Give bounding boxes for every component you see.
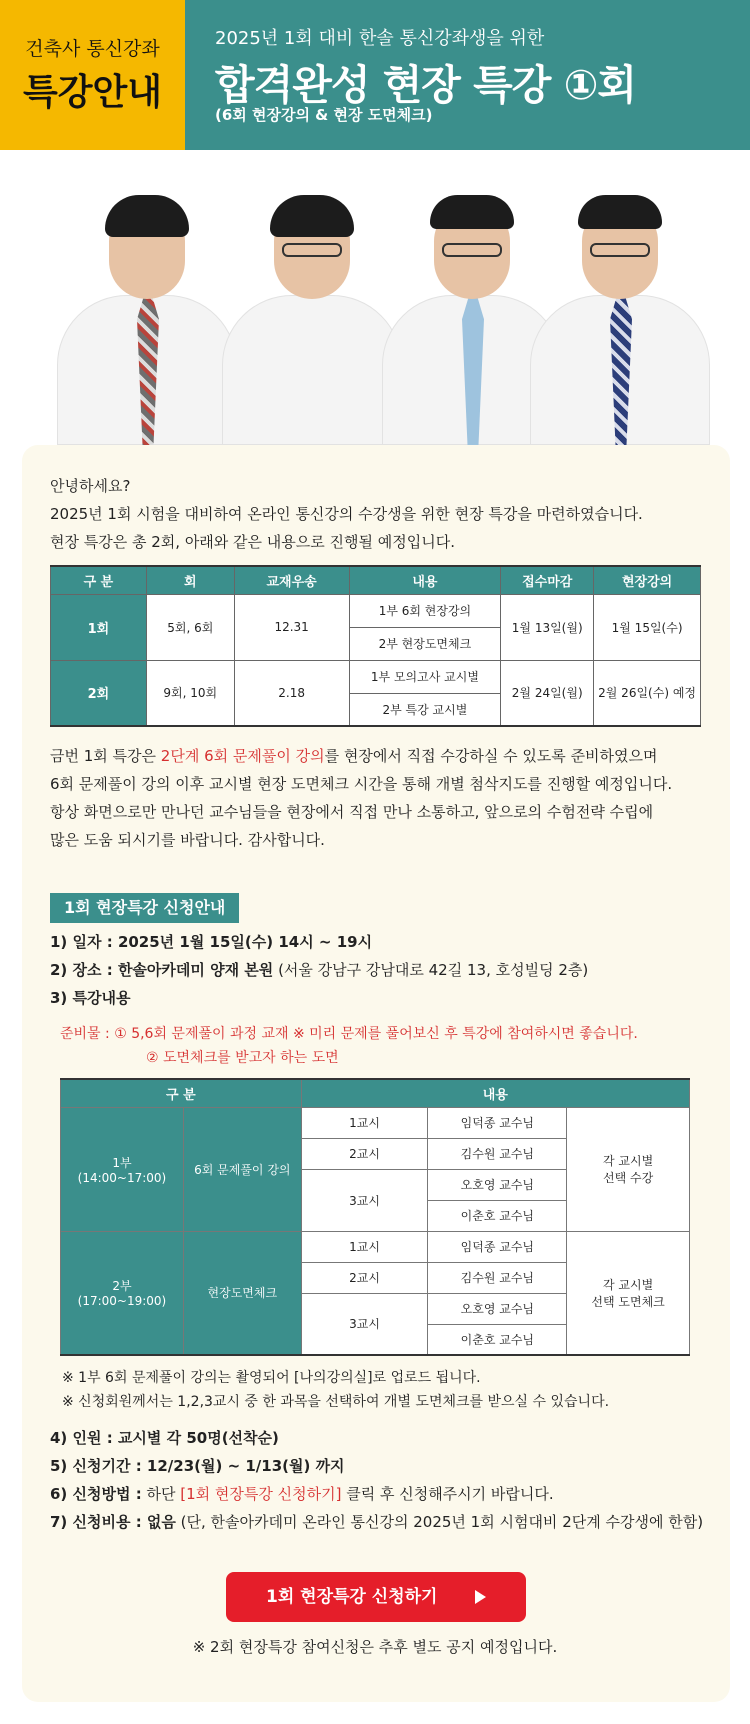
header-note: (6회 현장강의 & 현장 도면체크) [215, 106, 433, 124]
apply-button-label: 1회 현장특강 신청하기 [266, 1587, 438, 1607]
apply-button[interactable] [226, 1572, 526, 1622]
prep-line-1: 준비물 : ① 5,6회 문제풀이 과정 교재 ※ 미리 문제를 풀어보신 후 특강에 참여하시면 좋습니다. [60, 1026, 638, 1042]
th-round: 회 [146, 566, 234, 594]
part1-note: 각 교시별 선택 수강 [567, 1107, 690, 1231]
header-left-panel [0, 0, 185, 150]
th-content: 내용 [349, 566, 501, 594]
item-method: 6) 신청방법 : 하단 [1회 현장특강 신청하기] 클릭 후 신청해주시기 바랍니다. [50, 1485, 554, 1503]
play-arrow-icon [475, 1590, 486, 1604]
item-place: 2) 장소 : 한솔아카데미 양재 본원 (서울 강남구 강남대로 42길 13, 호성빌딩 2층) [50, 961, 589, 979]
schedule-table [50, 565, 701, 727]
row-label: 1회 [51, 594, 147, 660]
teacher-cell: 이춘호 교수님 [428, 1324, 567, 1355]
teacher-cell: 임덕종 교수님 [428, 1107, 567, 1138]
header-subtitle: 2025년 1회 대비 한솔 통신강좌생을 위한 [215, 28, 545, 49]
body-line-3: 항상 화면으로만 만나던 교수님들을 현장에서 직접 만나 소통하고, 앞으로의 수험전략 수립에 [50, 803, 654, 821]
part2-label: 2부 (17:00~19:00) [61, 1231, 184, 1355]
teacher-cell: 김수원 교수님 [428, 1262, 567, 1293]
item-content: 3) 특강내용 [50, 989, 131, 1007]
intro-line-2: 2025년 1회 시험을 대비하여 온라인 통신강의 수강생을 위한 현장 특강을 마련하였습니다. [50, 505, 643, 523]
prep-line-2: ② 도면체크를 받고자 하는 도면 [146, 1050, 339, 1066]
row-label: 2회 [51, 660, 147, 726]
th-lecture: 현장강의 [594, 566, 701, 594]
instructors-photo [0, 150, 750, 445]
cell-rounds: 9회, 10회 [146, 660, 234, 726]
cell-content: 1부 모의고사 교시별 [349, 660, 501, 693]
part2-note: 각 교시별 선택 도면체크 [567, 1231, 690, 1355]
header-category: 건축사 통신강좌 [25, 38, 160, 60]
teacher-cell: 오호영 교수님 [428, 1169, 567, 1200]
header-banner [0, 0, 750, 150]
body-line-1: 금번 1회 특강은 2단계 6회 문제풀이 강의를 현장에서 직접 수강하실 수 있도록 준비하였으며 [50, 747, 658, 765]
th-content: 내용 [301, 1079, 689, 1107]
period-cell: 1교시 [301, 1107, 428, 1138]
teacher-cell: 오호영 교수님 [428, 1293, 567, 1324]
note-1: ※ 1부 6회 문제풀이 강의는 촬영되어 [나의강의실]로 업로드 됩니다. [62, 1370, 481, 1386]
cell-rounds: 5회, 6회 [146, 594, 234, 660]
th-category: 구 분 [61, 1079, 302, 1107]
cell-content: 2부 특강 교시별 [349, 693, 501, 726]
teacher-cell: 이춘호 교수님 [428, 1200, 567, 1231]
period-cell: 1교시 [301, 1231, 428, 1262]
body-line-2: 6회 문제풀이 강의 이후 교시별 현장 도면체크 시간을 통해 개별 첨삭지도를 진행할 예정입니다. [50, 775, 673, 793]
th-category: 구 분 [51, 566, 147, 594]
highlight-text: 2단계 6회 문제풀이 강의 [160, 747, 325, 765]
part2-type: 현장도면체크 [183, 1231, 301, 1355]
detail-table [60, 1078, 690, 1356]
cell-shipping: 12.31 [234, 594, 349, 660]
item-period: 5) 신청기간 : 12/23(월) ~ 1/13(월) 까지 [50, 1457, 345, 1475]
instructor-photo-4 [530, 175, 710, 445]
instructor-photo-1 [57, 175, 237, 445]
footer-note: ※ 2회 현장특강 참여신청은 추후 별도 공지 예정입니다. [192, 1638, 558, 1656]
body-text [50, 742, 672, 854]
intro-line-1: 안녕하세요? [50, 477, 131, 495]
cell-content: 1부 6회 현장강의 [349, 594, 501, 627]
cell-deadline: 2월 24일(월) [501, 660, 594, 726]
teacher-cell: 임덕종 교수님 [428, 1231, 567, 1262]
cell-content: 2부 현장도면체크 [349, 627, 501, 660]
period-cell: 2교시 [301, 1262, 428, 1293]
header-right-panel [185, 0, 750, 150]
cell-deadline: 1월 13일(월) [501, 594, 594, 660]
item-date: 1) 일자 : 2025년 1월 15일(수) 14시 ~ 19시 [50, 933, 373, 951]
intro-line-3: 현장 특강은 총 2회, 아래와 같은 내용으로 진행될 예정입니다. [50, 533, 455, 551]
th-deadline: 접수마감 [501, 566, 594, 594]
cell-shipping: 2.18 [234, 660, 349, 726]
page-title: 합격완성 현장 특강 ①회 [215, 61, 636, 109]
note-2: ※ 신청회원께서는 1,2,3교시 중 한 과목을 선택하여 개별 도면체크를 받으실 수 있습니다. [62, 1394, 610, 1410]
th-shipping: 교재우송 [234, 566, 349, 594]
cell-lecture: 1월 15일(수) [594, 594, 701, 660]
teacher-cell: 김수원 교수님 [428, 1138, 567, 1169]
part1-type: 6회 문제풀이 강의 [183, 1107, 301, 1231]
section-title: 1회 현장특강 신청안내 [50, 893, 239, 923]
body-line-4: 많은 도움 되시기를 바랍니다. 감사합니다. [50, 831, 325, 849]
period-cell: 3교시 [301, 1293, 428, 1355]
intro-text [50, 472, 643, 556]
cell-lecture: 2월 26일(수) 예정 [594, 660, 701, 726]
part1-label: 1부 (14:00~17:00) [61, 1107, 184, 1231]
method-link-text: [1회 현장특강 신청하기] [180, 1485, 342, 1503]
period-cell: 2교시 [301, 1138, 428, 1169]
header-badge: 특강안내 [22, 72, 163, 113]
period-cell: 3교시 [301, 1169, 428, 1231]
item-capacity: 4) 인원 : 교시별 각 50명(선착순) [50, 1429, 279, 1447]
instructor-photo-2 [222, 175, 402, 445]
item-cost: 7) 신청비용 : 없음 (단, 한솔아카데미 온라인 통신강의 2025년 1회 시험대비 2단계 수강생에 한함) [50, 1513, 704, 1531]
